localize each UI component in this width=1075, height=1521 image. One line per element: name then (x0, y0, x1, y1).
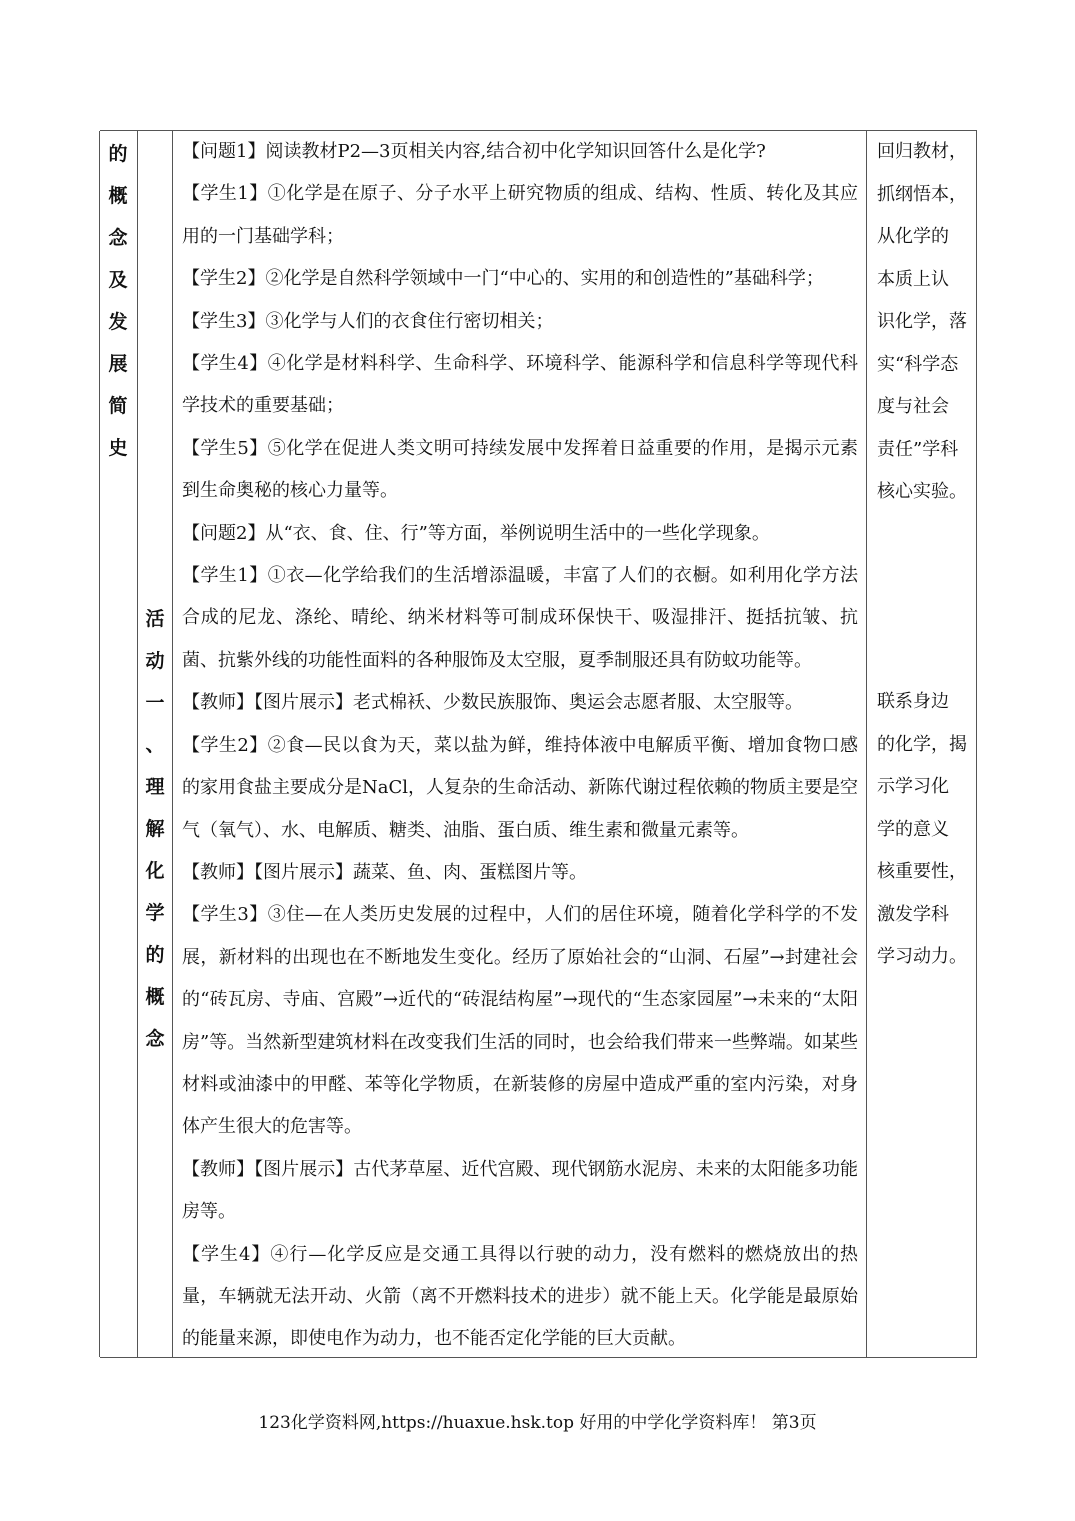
design-intent-note-1 (877, 131, 972, 514)
section-title-char: 念 (108, 227, 128, 249)
note-line: 识化学，落 (877, 311, 967, 332)
note-line: 责任”学科 (877, 438, 959, 460)
content-paragraph: 【学生5】⑤化学在促进人类文明可持续发展中发挥着日益重要的作用，是揭示元素到生命奥秘的核心力量等。 (182, 437, 858, 502)
note-line: 回归教材， (877, 141, 967, 162)
activity-title-char: 学 (145, 902, 165, 924)
content-paragraph: 【学生2】②食—民以食为天，菜以盐为鲜，维持体液中电解质平衡、增加食物口感的家用食盐主要成分是NaCl，人复杂的生命活动、新陈代谢过程依赖的物质主要是空气（氧气）、水、电解质、糖类、油脂、蛋白质、维生素和微量元素等。 (182, 734, 859, 841)
note-line: 本质上认 (877, 268, 949, 290)
column-divider-2 (172, 131, 173, 1357)
activity-title-char: 动 (145, 650, 165, 672)
section-title-char: 的 (108, 143, 128, 165)
content-paragraph: 【学生3】③化学与人们的衣食住行密切相关； (182, 310, 554, 332)
page-footer: 123化学资料网,https://huaxue.hsk.top 好用的中学化学资料库！ 第3页 (258, 1413, 817, 1433)
content-paragraph: 【教师】【图片展示】老式棉袄、少数民族服饰、奥运会志愿者服、太空服等。 (182, 692, 803, 714)
note-line: 抓纲悟本， (877, 183, 967, 205)
column-divider-1 (137, 131, 138, 1357)
content-paragraph: 【教师】【图片展示】古代茅草屋、近代宫殿、现代钢筋水泥房、未来的太阳能多功能房等。 (182, 1158, 858, 1223)
content-paragraph: 【学生4】④化学是材料科学、生命科学、环境科学、能源科学和信息科学等现代科学技术的重要基础； (182, 353, 858, 417)
note-line: 实“科学态 (877, 353, 959, 375)
activity-title-char: 活 (145, 608, 165, 630)
note-line: 学习动力。 (877, 946, 967, 967)
note-line: 的化学，揭 (877, 733, 967, 755)
note-line: 从化学的 (877, 226, 949, 247)
content-paragraph: 【学生4】④行—化学反应是交通工具得以行驶的动力，没有燃料的燃烧放出的热量，车辆就无法开动、火箭（离不开燃料技术的进步）就不能上天。化学能是最原始的能量来源，即使电作为动力，也不能否定化学能的巨大贡献。 (182, 1243, 858, 1350)
note-line: 激发学科 (877, 903, 949, 925)
content-paragraph: 【学生1】①化学是在原子、分子水平上研究物质的组成、结构、性质、转化及其应用的一门基础学科； (182, 183, 858, 247)
lesson-table (100, 130, 977, 1358)
table-border-left (99, 131, 100, 1357)
section-title-char: 展 (108, 353, 128, 375)
note-line: 学的意义 (877, 818, 949, 840)
activity-title-char: 一 (145, 692, 165, 714)
activity-title-char: 解 (145, 818, 165, 840)
content-paragraph: 【问题1】阅读教材P2—3页相关内容,结合初中化学知识回答什么是化学? (182, 141, 766, 162)
section-title-char: 概 (108, 185, 128, 207)
section-title-vertical (103, 133, 133, 469)
content-paragraph: 【教师】【图片展示】蔬菜、鱼、肉、蛋糕图片等。 (182, 861, 587, 883)
section-title-char: 史 (108, 437, 128, 459)
section-title-char: 简 (108, 395, 128, 417)
content-paragraph: 【学生2】②化学是自然科学领域中一门“中心的、实用的和创造性的”基础科学； (182, 268, 824, 290)
activity-title-char: 概 (145, 986, 165, 1008)
note-line: 核心实验。 (877, 481, 967, 502)
activity-title-char: 理 (145, 776, 165, 798)
section-title-char: 及 (108, 269, 128, 291)
activity-title-char: 化 (145, 860, 165, 882)
section-title-char: 发 (108, 311, 128, 333)
note-line: 度与社会 (877, 396, 949, 417)
content-paragraph: 【学生3】③住—在人类历史发展的过程中，人们的居住环境，随着化学科学的不发展，新材料的出现也在不断地发生变化。经历了原始社会的“山洞、石屋”→封建社会的“砖瓦房、寺庙、宫殿”→近代的“砖混结构屋”→现代的“生态家园屋”→未来的“太阳房”等。当然新型建筑材料在改变我们生活的同时，也会给我们带来一些弊端。如某些材料或油漆中的甲醛、苯等化学物质，在新装修的房屋中造成严重的室内污染，对身体产生很大的危害等。 (182, 904, 858, 1138)
note-line: 核重要性， (877, 861, 967, 882)
activity-title-char: 念 (145, 1028, 165, 1050)
column-divider-3 (866, 131, 867, 1357)
note-line: 示学习化 (877, 776, 949, 797)
content-paragraph: 【学生1】①衣—化学给我们的生活增添温暖，丰富了人们的衣橱。如利用化学方法合成的尼龙、涤纶、晴纶、纳米材料等可制成环保快干、吸湿排汗、挺括抗皱、抗菌、抗紫外线的功能性面料的各种服饰及太空服，夏季制服还具有防蚊功能等。 (182, 565, 858, 671)
content-paragraph: 【问题2】从“衣、食、住、行”等方面，举例说明生活中的一些化学现象。 (182, 522, 770, 544)
activity-title-vertical (140, 598, 170, 1060)
activity-title-char: 的 (145, 944, 165, 966)
note-line: 联系身边 (877, 691, 949, 712)
design-intent-note-2 (877, 681, 972, 979)
activity-title-char: 、 (145, 734, 165, 756)
teaching-content-column (182, 131, 858, 1361)
